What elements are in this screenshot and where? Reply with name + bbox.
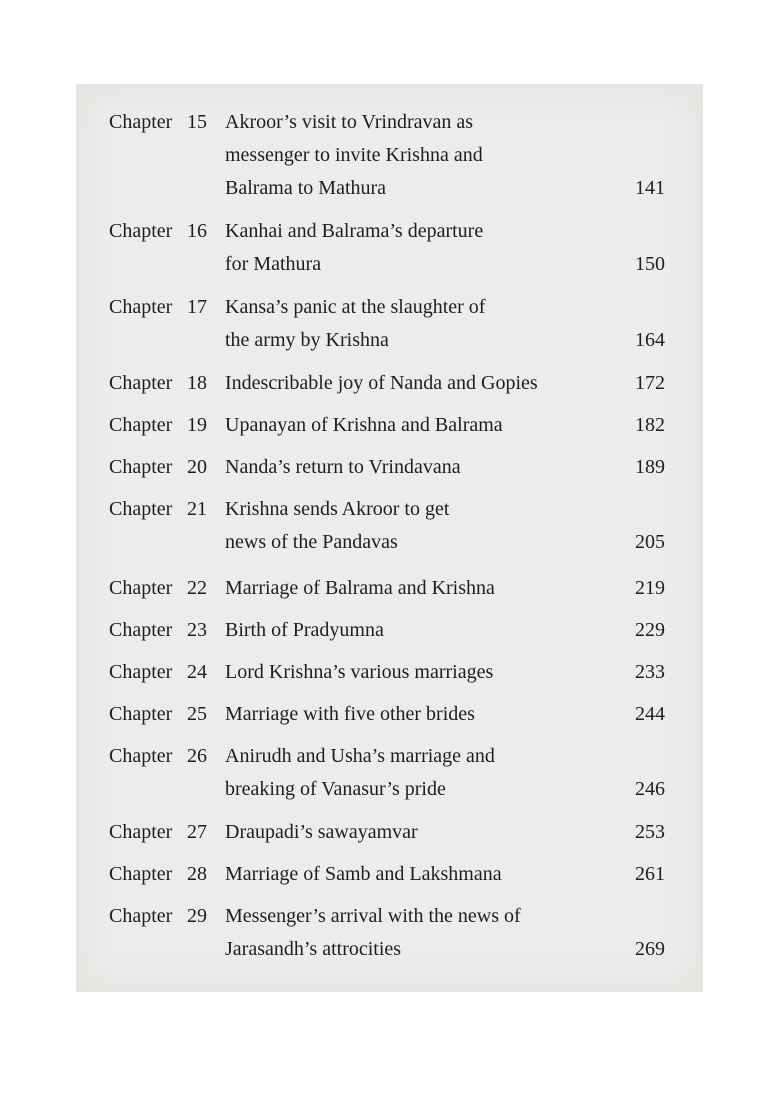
- chapter-title: [225, 291, 625, 357]
- chapter-label: Chapter: [109, 863, 173, 885]
- chapter-label: Chapter: [109, 745, 173, 767]
- chapter-label: Chapter: [109, 296, 173, 318]
- chapter-number: 24: [187, 661, 207, 683]
- chapter-title: [225, 215, 625, 281]
- page-number: 233: [635, 661, 665, 683]
- chapter-title-line: the army by Krishna: [225, 329, 389, 351]
- chapter-title: [225, 656, 625, 689]
- page-number: 229: [635, 619, 665, 641]
- chapter-title-line: Jarasandh’s attrocities: [225, 938, 402, 960]
- chapter-label: Chapter: [109, 456, 173, 478]
- page-number: 261: [635, 863, 665, 885]
- chapter-title-line: breaking of Vanasur’s pride: [225, 778, 446, 800]
- chapter-label: Chapter: [109, 414, 173, 436]
- page-number: 244: [635, 703, 665, 725]
- page-number: 219: [635, 577, 665, 599]
- page-number: 205: [635, 531, 665, 553]
- page-number: 150: [635, 253, 665, 275]
- chapter-title-line: messenger to invite Krishna and: [225, 144, 483, 166]
- chapter-title-line: Upanayan of Krishna and Balrama: [225, 414, 503, 436]
- chapter-label: Chapter: [109, 498, 173, 520]
- chapter-title-line: Anirudh and Usha’s marriage and: [225, 745, 495, 767]
- chapter-title-line: Marriage of Balrama and Krishna: [225, 577, 495, 599]
- chapter-title: [225, 572, 625, 605]
- chapter-title: [225, 740, 625, 806]
- chapter-title-line: Marriage with five other brides: [225, 703, 475, 725]
- chapter-number: 29: [187, 905, 207, 927]
- chapter-title-line: news of the Pandavas: [225, 531, 398, 553]
- page-number: 172: [635, 372, 665, 394]
- book-page: [76, 84, 703, 992]
- chapter-title: [225, 106, 625, 205]
- page-number: 182: [635, 414, 665, 436]
- chapter-number: 16: [187, 220, 207, 242]
- chapter-number: 28: [187, 863, 207, 885]
- page-number: 269: [635, 938, 665, 960]
- chapter-number: 21: [187, 498, 207, 520]
- chapter-number: 26: [187, 745, 207, 767]
- page-number: 141: [635, 177, 665, 199]
- chapter-title-line: Nanda’s return to Vrindavana: [225, 456, 461, 478]
- chapter-title: [225, 900, 625, 966]
- chapter-label: Chapter: [109, 619, 173, 641]
- chapter-label: Chapter: [109, 372, 173, 394]
- chapter-title-line: Akroor’s visit to Vrindravan as: [225, 111, 474, 133]
- chapter-number: 22: [187, 577, 207, 599]
- chapter-title-line: Messenger’s arrival with the news of: [225, 905, 521, 927]
- chapter-title-line: Kanhai and Balrama’s departure: [225, 220, 484, 242]
- chapter-number: 25: [187, 703, 207, 725]
- chapter-number: 23: [187, 619, 207, 641]
- page-number: 164: [635, 329, 665, 351]
- chapter-number: 20: [187, 456, 207, 478]
- page-number: 246: [635, 778, 665, 800]
- chapter-title: [225, 367, 625, 400]
- chapter-label: Chapter: [109, 821, 173, 843]
- chapter-label: Chapter: [109, 703, 173, 725]
- chapter-title-line: Marriage of Samb and Lakshmana: [225, 863, 502, 885]
- chapter-title: [225, 858, 625, 891]
- chapter-label: Chapter: [109, 905, 173, 927]
- chapter-title-line: for Mathura: [225, 253, 322, 275]
- chapter-title-line: Kansa’s panic at the slaughter of: [225, 296, 486, 318]
- chapter-number: 19: [187, 414, 207, 436]
- page-number: 189: [635, 456, 665, 478]
- chapter-number: 27: [187, 821, 207, 843]
- chapter-title-line: Lord Krishna’s various marriages: [225, 661, 494, 683]
- chapter-number: 18: [187, 372, 207, 394]
- chapter-title: [225, 409, 625, 442]
- chapter-title: [225, 614, 625, 647]
- chapter-label: Chapter: [109, 220, 173, 242]
- chapter-title: [225, 698, 625, 731]
- chapter-title-line: Krishna sends Akroor to get: [225, 498, 450, 520]
- chapter-label: Chapter: [109, 111, 173, 133]
- chapter-title-line: Draupadi’s sawayamvar: [225, 821, 418, 843]
- chapter-number: 15: [187, 111, 207, 133]
- chapter-title-line: Balrama to Mathura: [225, 177, 387, 199]
- chapter-label: Chapter: [109, 661, 173, 683]
- chapter-title: [225, 493, 625, 559]
- chapter-title-line: Indescribable joy of Nanda and Gopies: [225, 372, 538, 394]
- chapter-title-line: Birth of Pradyumna: [225, 619, 384, 641]
- chapter-number: 17: [187, 296, 207, 318]
- chapter-label: Chapter: [109, 577, 173, 599]
- chapter-title: [225, 451, 625, 484]
- chapter-title: [225, 816, 625, 849]
- page-number: 253: [635, 821, 665, 843]
